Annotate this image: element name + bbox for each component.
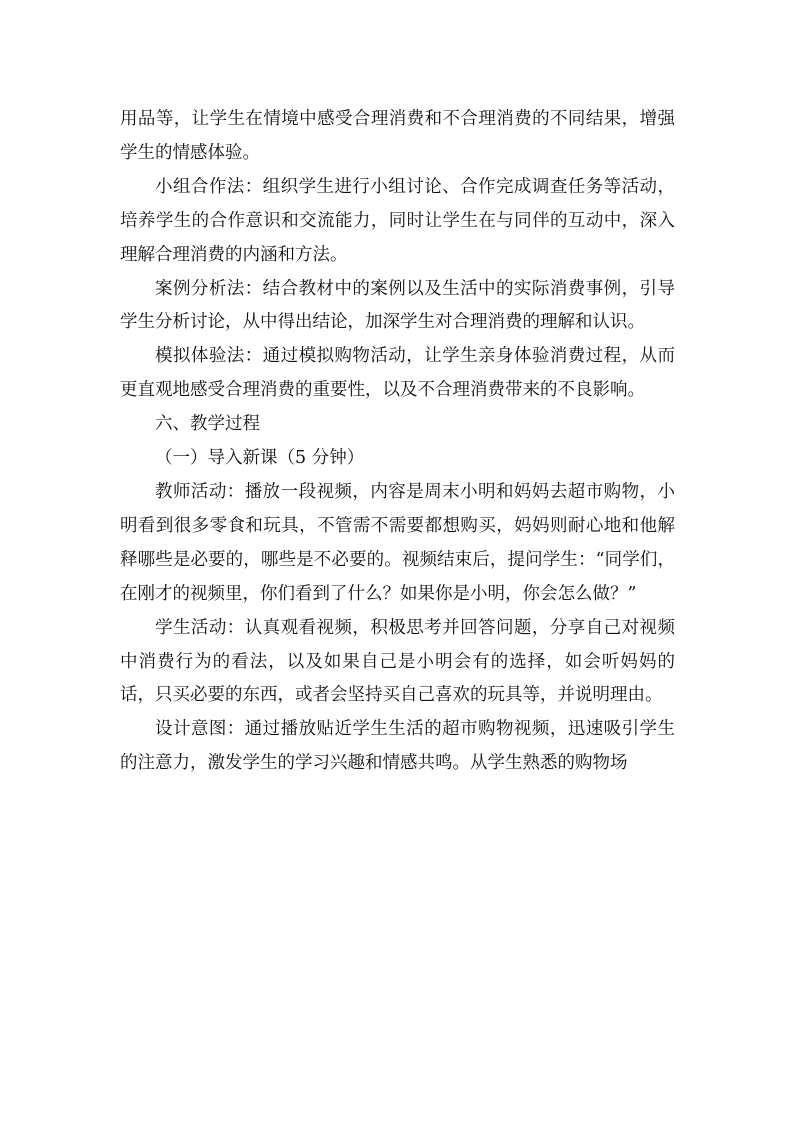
paragraph-case-analysis-method: 案例分析法：结合教材中的案例以及生活中的实际消费事例，引导学生分析讨论，从中得出结论，加深学生对合理消费的理解和认识。 <box>120 278 675 333</box>
paragraph-simulation-method: 模拟体验法：通过模拟购物活动，让学生亲身体验消费过程，从而更直观地感受合理消费的重要性，以及不合理消费带来的不良影响。 <box>120 346 675 401</box>
paragraph-student-activity: 学生活动：认真观看视频，积极思考并回答问题，分享自己对视频中消费行为的看法，以及如果自己是小明会有的选择，如会听妈妈的话，只买必要的东西，或者会坚持买自己喜欢的玩具等，并说明理由。 <box>120 617 675 706</box>
paragraph-design-intent: 设计意图：通过播放贴近学生生活的超市购物视频，迅速吸引学生的注意力，激发学生的学习兴趣和情感共鸣。从学生熟悉的购物场 <box>120 719 675 774</box>
paragraph-continued: 用品等，让学生在情境中感受合理消费和不合理消费的不同结果，增强学生的情感体验。 <box>120 109 675 163</box>
subsection-heading-introduction: （一）导入新课（5 分钟） <box>155 448 365 469</box>
document-body <box>120 103 675 781</box>
paragraph-group-work-method: 小组合作法：组织学生进行小组讨论、合作完成调查任务等活动，培养学生的合作意识和交流能力，同时让学生在与同伴的互动中，深入理解合理消费的内涵和方法。 <box>120 176 675 265</box>
paragraph-teacher-activity: 教师活动：播放一段视频，内容是周末小明和妈妈去超市购物，小明看到很多零食和玩具，不管需不需要都想购买，妈妈则耐心地和他解释哪些是必要的，哪些是不必要的。视频结束后，提问学生：“同学们，在刚才的视频里，你们看到了什么？如果你是小明，你会怎么做？” <box>120 481 675 604</box>
section-heading-teaching-process: 六、教学过程 <box>155 414 260 435</box>
